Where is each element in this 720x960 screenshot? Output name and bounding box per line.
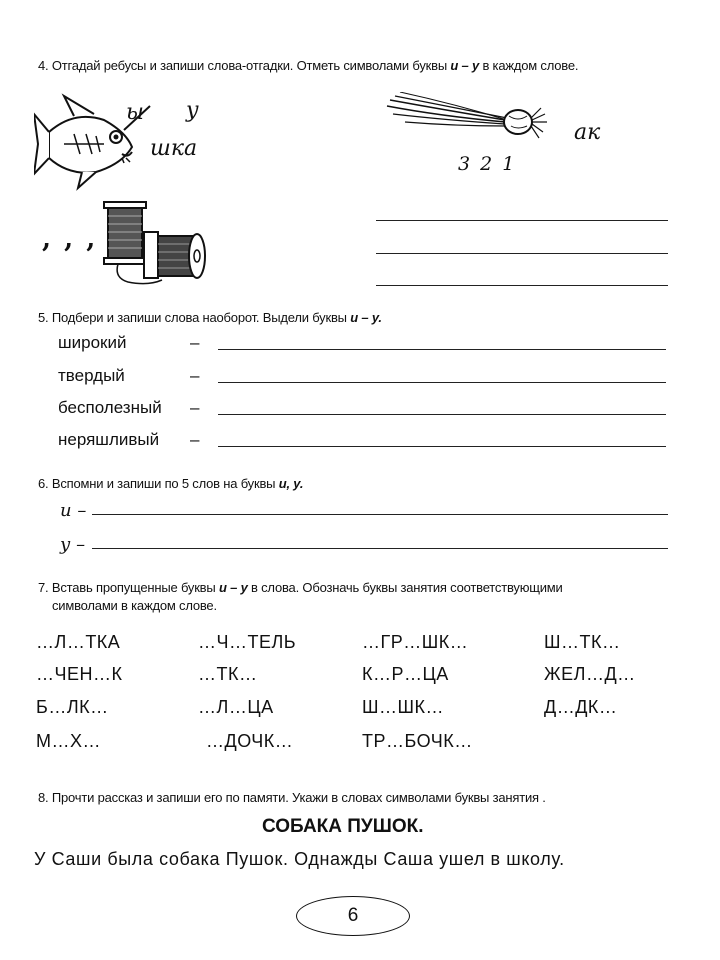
rebus2-digits: 3 2 1 — [458, 153, 517, 175]
gap-word: Д…ДК… — [544, 697, 618, 717]
task6-instruction: 6. Вспомни и запиши по 5 слов на буквы и, у. — [38, 476, 304, 491]
gap-word: …Л…ЦА — [198, 697, 274, 717]
gap-word: …ЧЕН…К — [36, 664, 123, 684]
antonym-word: неряшливый — [58, 430, 160, 449]
onion-icon — [385, 92, 560, 147]
gap-word: …Л…ТКА — [36, 632, 121, 652]
answer-line[interactable] — [376, 220, 668, 221]
task4-instruction: 4. Отгадай ребусы и запиши слова-отгадки. Отметь символами буквы и – у в каждом слове. — [38, 58, 579, 73]
antonym-word: широкий — [58, 333, 127, 352]
row-label-i: и – — [60, 500, 87, 521]
story-text: У Саши была собака Пушок. Однажды Саша ушел в школу. — [34, 849, 565, 869]
gap-word: ТР…БОЧК… — [362, 731, 473, 751]
answer-line[interactable] — [218, 349, 666, 350]
gap-word: …ТК… — [198, 664, 258, 684]
row-label-u: у – — [60, 534, 86, 555]
answer-line[interactable] — [376, 253, 668, 254]
answer-line[interactable] — [92, 514, 668, 515]
gap-word: К…Р…ЦА — [362, 664, 449, 684]
rebus1-letter: у — [186, 98, 199, 123]
story-title: СОБАКА ПУШОК. — [262, 816, 424, 837]
antonym-word: твердый — [58, 366, 125, 385]
antonym-word: бесполезный — [58, 398, 162, 417]
gap-word: Ш…ТК… — [544, 632, 621, 652]
dash: – — [190, 398, 200, 417]
rebus3-commas: , , , — [42, 224, 98, 254]
answer-line[interactable] — [376, 285, 668, 286]
page-number-oval — [296, 896, 410, 936]
gap-word: М…Х… — [36, 731, 101, 751]
dash: – — [190, 430, 200, 449]
gap-word: Ш…ШК… — [362, 697, 444, 717]
gap-word: Б…ЛК… — [36, 697, 109, 717]
gap-word: …Ч…ТЕЛЬ — [198, 632, 297, 652]
task7-instruction-line2: символами в каждом слове. — [52, 598, 217, 613]
answer-line[interactable] — [218, 382, 666, 383]
thread-spools-icon — [98, 196, 210, 288]
crossed-letter: ы — [126, 100, 144, 125]
rebus2-ending: ак — [574, 120, 601, 145]
task7-instruction: 7. Вставь пропущенные буквы и – у в слова. Обозначь буквы занятия соответствующими — [38, 580, 563, 595]
dash: – — [190, 366, 200, 385]
rebus1-word: шка — [150, 136, 198, 161]
page-number: 6 — [347, 905, 359, 926]
gap-word: …ГР…ШК… — [362, 632, 469, 652]
fish-icon — [34, 92, 134, 192]
answer-line[interactable] — [218, 414, 666, 415]
task5-instruction: 5. Подбери и запиши слова наоборот. Выдели буквы и – у. — [38, 310, 382, 325]
strikethrough-icon — [120, 104, 154, 134]
answer-line[interactable] — [218, 446, 666, 447]
dash: – — [190, 333, 200, 352]
answer-line[interactable] — [92, 548, 668, 549]
gap-word: …ДОЧК… — [206, 731, 294, 751]
task8-instruction: 8. Прочти рассказ и запиши его по памяти. Укажи в словах символами буквы занятия . — [38, 790, 546, 805]
gap-word: ЖЕЛ…Д… — [544, 664, 636, 684]
